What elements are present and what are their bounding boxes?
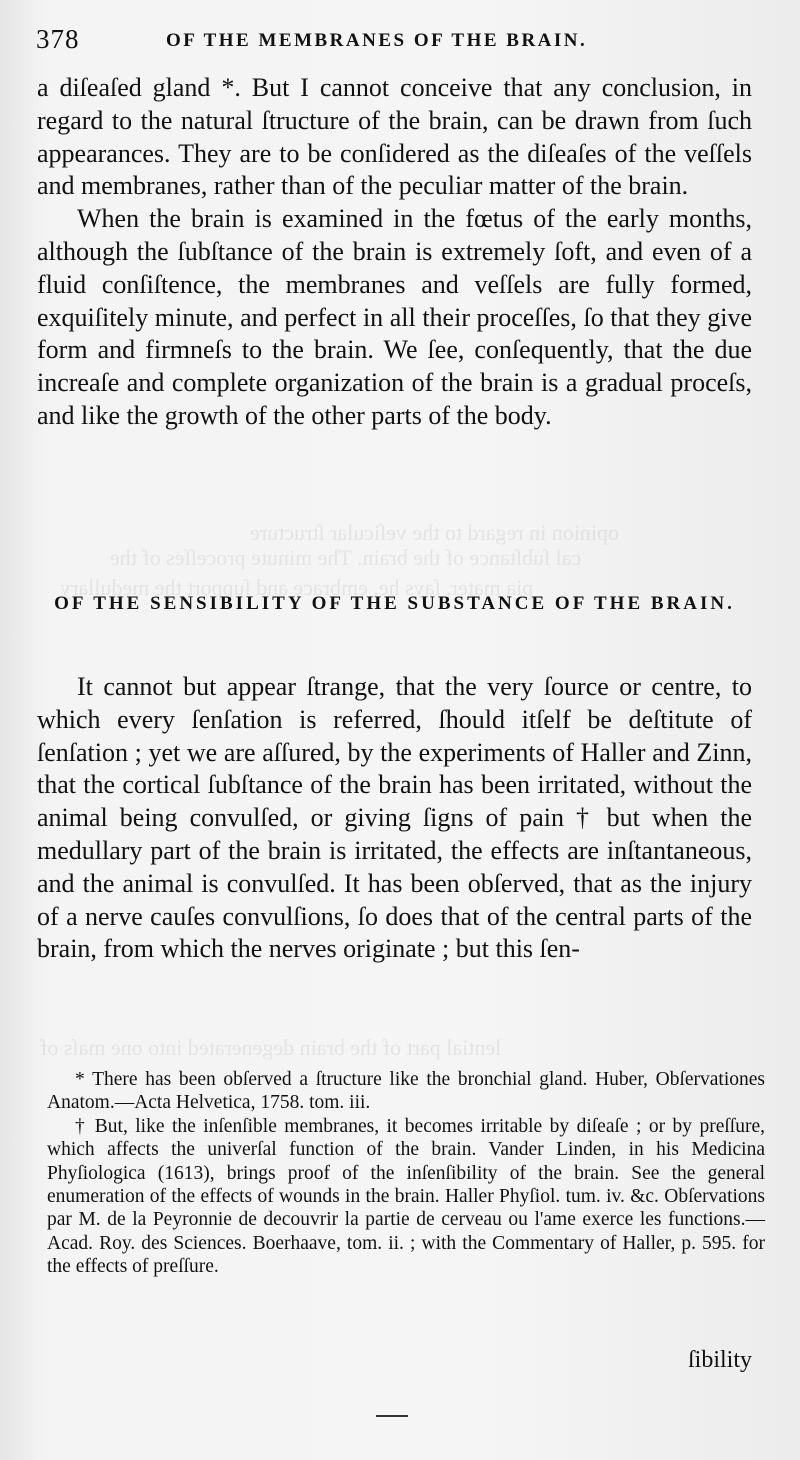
bleed-through-text: lential part of the brain degenerated into one maſs of [40, 1035, 502, 1060]
page-number: 378 [36, 24, 80, 54]
running-head [36, 22, 756, 62]
bleed-through-text: pia mater, ſays he, embrace and ſupport the medullary [60, 575, 534, 600]
section-paragraph: It cannot but appear ſtrange, that the very ſource or centre, to which every ſenſation is referred, ſhould itſelf be deſtitute of ſenſation ; yet we are aſſured, by the experiments of Haller and Zinn, that the cortical ſubſtance of the brain has been irritated, without the animal being convulſed, or giving ſigns of pain † but when the medullary part of the brain is irritated, the effects are inſtantaneous, and the animal is convulſed. It has been obſerved, that as the injury of a nerve cauſes convulſions, ſo does that of the central parts of the brain, from which the nerves originate ; but this ſen- [37, 672, 752, 964]
footnote-2: † But, like the inſenſible membranes, it becomes irritable by diſeaſe ; or by preſſure, which affects the univerſal function of the brain. Vander Linden, in his Medicina Phyſiologica (1613), brings proof of the inſenſibility of the brain. See the general enumeration of the effects of wounds in the brain. Haller Phyſiol. tum. iv. &c. Obſervations par M. de la Peyronnie de decouvrir la partie de cerveau ou l'ame exerce les functions.—Acad. Roy. des Sciences. Boerhaave, tom. ii. ; with the Commentary of Haller, p. 595. for the effects of preſſure. [47, 1115, 765, 1278]
section-text [37, 671, 752, 966]
printer-mark [376, 1415, 408, 1417]
paragraph-2: When the brain is examined in the fœtus of the early months, although the ſubſtance of the brain is extremely ſoft, and even of a fluid conſiſtence, the membranes and veſſels are fully formed, exquiſitely minute, and perfect in all their proceſſes, ſo that they give form and firmneſs to the brain. We ſee, conſequently, that the due increaſe and complete organization of the brain is a gradual proceſs, and like the growth of the other parts of the body. [37, 204, 752, 430]
bleed-through-text: cal ſubſtance of the brain. The minute proceſſes of the [110, 545, 582, 570]
paragraph-1: a diſeaſed gland *. But I cannot conceive that any conclusion, in regard to the natural ſtructure of the brain, can be drawn from ſuch appearances. They are to be conſidered as the diſeaſes of the veſſels and membranes, rather than of the peculiar matter of the brain. [37, 73, 752, 201]
catchword: ſibility [688, 1347, 753, 1373]
bleed-through-text: opinion in regard to the veſicular ſtructure [250, 520, 619, 545]
running-title: OF THE MEMBRANES OF THE BRAIN. [166, 30, 588, 51]
footnotes [47, 1068, 765, 1279]
footnote-1: * There has been obſerved a ſtructure like the bronchial gland. Huber, Obſervationes Anatom.—Acta Helvetica, 1758. tom. iii. [47, 1069, 765, 1114]
section-heading: OF THE SENSIBILITY OF THE SUBSTANCE OF THE BRAIN. [54, 593, 735, 614]
body-text [37, 72, 752, 433]
